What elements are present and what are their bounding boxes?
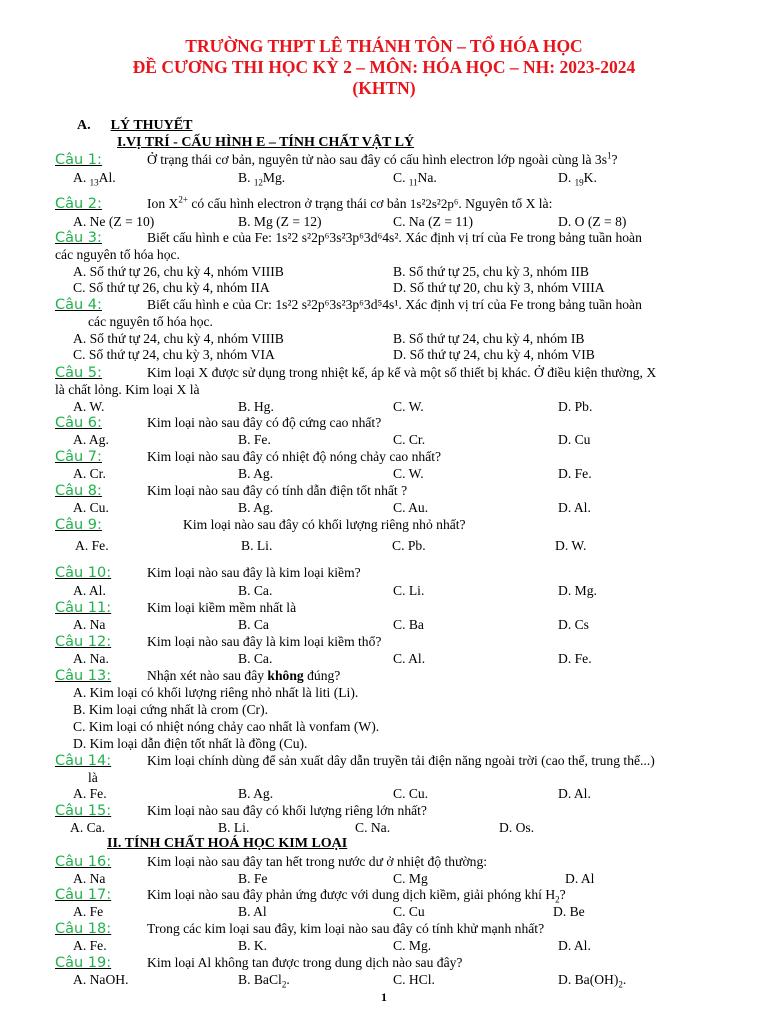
question-text: Trong các kim loại sau đây, kim loại nào sau đây có tính khử mạnh nhất? — [147, 921, 545, 936]
question-number: Câu 14: — [55, 753, 112, 769]
option-d: D. $_{19}$K. — [558, 170, 597, 188]
option-d: D. Al — [565, 871, 595, 886]
section-2-heading: II. TÍNH CHẤT HOÁ HỌC KIM LOẠI — [107, 836, 348, 851]
option-a: A. Cr. — [73, 466, 106, 481]
options-row — [0, 330, 768, 347]
options-row — [0, 537, 768, 554]
option-c: C. Cu — [393, 904, 425, 919]
option-b: B. Fe. — [238, 432, 271, 447]
option-d: D. Os. — [499, 820, 535, 835]
question-9 — [55, 516, 732, 534]
question-text: Ion X — [147, 196, 179, 211]
question-text-continued: là — [88, 770, 98, 785]
options-row — [0, 169, 768, 186]
option-c: C. Mg. — [393, 938, 432, 953]
options-row — [0, 903, 768, 920]
option-a: A. Số thứ tự 26, chu kỳ 4, nhóm VIIIB — [73, 264, 284, 279]
option-c: C. Số thứ tự 24, chu kỳ 3, nhóm VIA — [73, 347, 275, 362]
option-a: A. Fe. — [73, 938, 107, 953]
option-b: B. Ag. — [238, 786, 274, 801]
question-11 — [55, 599, 732, 617]
option-d: D. Fe. — [558, 466, 592, 481]
question-text-continued: là chất lỏng. Kim loại X là — [55, 382, 200, 397]
option-b: B. $_{12}$Mg. — [238, 170, 286, 188]
question-6 — [55, 414, 732, 432]
option-d: D. Số thứ tự 20, chu kỳ 3, nhóm VIIIA — [393, 280, 605, 295]
question-text: Kim loại nào sau đây phản ứng được với dung dịch kiềm, giải phóng khí H — [147, 887, 556, 902]
option-b: B. Kim loại cứng nhất là crom (Cr). — [73, 702, 268, 717]
question-text-mid: có cấu hình electron ở trạng thái cơ bản — [187, 196, 407, 211]
question-15 — [55, 802, 732, 820]
section-a-title: LÝ THUYẾT — [110, 118, 193, 133]
question-text: Biết cấu hình e của Fe: 1s²2 s²2p⁶3s²3p⁶3d⁶4s². Xác định vị trí của Fe trong bảng tuần hoàn — [147, 230, 642, 245]
section-a-letter: A. — [77, 118, 91, 133]
option-c: C. W. — [393, 466, 424, 481]
question-text: Kim loại nào sau đây là kim loại kiềm? — [147, 565, 361, 580]
question-5 — [55, 364, 732, 382]
option-b: B. Ag. — [238, 466, 274, 481]
question-text-end: . Nguyên tố X là: — [458, 196, 553, 211]
option-c: C. W. — [393, 399, 424, 414]
option-b: B. K. — [238, 938, 268, 953]
question-number: Câu 15: — [55, 803, 112, 819]
option-b: B. Ca — [238, 617, 269, 632]
question-text: Kim loại nào sau đây tan hết trong nước dư ở nhiệt độ thường: — [147, 854, 488, 869]
option-a: A. $_{13}$Al. — [73, 170, 116, 188]
page-number: 1 — [381, 990, 387, 1004]
option-d: D. Al. — [558, 938, 591, 953]
options-row — [0, 213, 768, 230]
question-text: Kim loại nào sau đây có tính dẫn điện tốt nhất ? — [147, 483, 408, 498]
question-text: Kim loại nào sau đây có độ cứng cao nhất? — [147, 415, 382, 430]
question-number: Câu 3: — [55, 230, 102, 246]
question-number: Câu 9: — [55, 517, 102, 533]
options-row — [0, 431, 768, 448]
option-c: C. $_{11}$Na. — [393, 170, 437, 188]
question-number: Câu 11: — [55, 600, 112, 616]
option-c: C. Mg — [393, 871, 428, 886]
option-a: A. Fe — [73, 904, 104, 919]
option-c: C. Cu. — [393, 786, 429, 801]
question-number: Câu 7: — [55, 449, 102, 465]
options-row — [0, 582, 768, 599]
option-d: D. Al. — [558, 500, 591, 515]
question-text: Kim loại nào sau đây có khối lượng riêng lớn nhất? — [147, 803, 427, 818]
options-row — [0, 650, 768, 667]
option-a: A. W. — [73, 399, 105, 414]
option-a: A. Fe. — [75, 538, 109, 553]
options-row — [0, 937, 768, 954]
question-13 — [55, 667, 732, 685]
option-c: C. Pb. — [392, 538, 426, 553]
option-d: D. Pb. — [558, 399, 593, 414]
question-4 — [55, 296, 732, 314]
question-12 — [55, 633, 732, 651]
question-text: Kim loại nào sau đây có khối lượng riêng nhỏ nhất? — [183, 517, 466, 532]
option-a: A. Ne (Z = 10) — [73, 214, 155, 229]
question-text: Biết cấu hình e của Cr: 1s²2 s²2p⁶3s²3p⁶3d⁵4s¹. Xác định vị trí của Fe trong bảng tuần hoàn — [147, 297, 642, 312]
question-number: Câu 13: — [55, 668, 112, 684]
option-a: A. Na — [73, 617, 106, 632]
question-17 — [55, 886, 732, 904]
option-b: B. Số thứ tự 25, chu kỳ 3, nhóm IIB — [393, 264, 589, 279]
section-a-heading — [77, 118, 192, 134]
option-b: B. Mg (Z = 12) — [238, 214, 322, 229]
option-c: C. Li. — [393, 583, 425, 598]
question-19 — [55, 954, 732, 972]
option-b: B. Ag. — [238, 500, 274, 515]
school-title: TRƯỜNG THPT LÊ THÁNH TÔN – TỔ HÓA HỌC — [185, 36, 583, 56]
option-b: B. Al — [238, 904, 267, 919]
question-number: Câu 18: — [55, 921, 112, 937]
option-c: C. Au. — [393, 500, 429, 515]
question-7 — [55, 448, 732, 466]
options-row — [0, 616, 768, 633]
question-text-end: ? — [559, 887, 566, 902]
options-row — [0, 819, 768, 836]
option-c: C. HCl. — [393, 972, 435, 987]
option-d: D. Al. — [558, 786, 591, 801]
option-d: D. W. — [555, 538, 587, 553]
question-8 — [55, 482, 732, 500]
option-d: D. Cs — [558, 617, 589, 632]
option-c: C. Cr. — [393, 432, 426, 447]
subscript: 2 — [555, 894, 560, 905]
question-2 — [55, 195, 732, 213]
options-row — [0, 279, 768, 296]
option-c: C. Al. — [393, 651, 426, 666]
question-text-end: ? — [611, 152, 618, 167]
option-c: C. Kim loại có nhiệt nóng chảy cao nhất là vonfam (W). — [73, 719, 380, 734]
option-a: A. NaOH. — [73, 972, 129, 987]
exam-title: ĐỀ CƯƠNG THI HỌC KỲ 2 – MÔN: HÓA HỌC – NH: 2023-2024 — [132, 57, 636, 77]
question-text: Kim loại nào sau đây là kim loại kiềm thổ? — [147, 634, 382, 649]
question-number: Câu 12: — [55, 634, 112, 650]
question-number: Câu 5: — [55, 365, 102, 381]
question-text-end: đúng? — [303, 668, 341, 683]
question-text: Kim loại nào sau đây có nhiệt độ nóng chảy cao nhất? — [147, 449, 442, 464]
options-row — [0, 785, 768, 802]
question-14 — [55, 752, 732, 770]
question-text-continued: các nguyên tố hóa học. — [88, 314, 213, 329]
option-d: D. $Ba(OH)_2$. — [558, 972, 627, 990]
option-c: C. Ba — [393, 617, 424, 632]
options-row — [0, 346, 768, 363]
section-1-heading: I.VỊ TRÍ - CẤU HÌNH E – TÍNH CHẤT VẬT LÝ — [117, 135, 415, 150]
option-a: A. Ca. — [70, 820, 106, 835]
option-a: A. Na — [73, 871, 106, 886]
option-b: B. Li. — [241, 538, 273, 553]
option-d: D. Cu — [558, 432, 591, 447]
question-number: Câu 8: — [55, 483, 102, 499]
option-b: B. Li. — [218, 820, 250, 835]
question-3 — [55, 229, 732, 247]
question-number: Câu 17: — [55, 887, 112, 903]
question-number: Câu 1: — [55, 152, 102, 168]
question-number: Câu 10: — [55, 565, 112, 581]
option-a: A. Kim loại có khối lượng riêng nhỏ nhất là liti (Li). — [73, 685, 359, 700]
options-row — [0, 465, 768, 482]
question-text: Ở trạng thái cơ bản, nguyên tử nào sau đây có cấu hình electron lớp ngoài cùng là 3s — [147, 152, 608, 167]
option-a: A. Na. — [73, 651, 109, 666]
option-c: C. Na (Z = 11) — [393, 214, 474, 229]
superscript: 1 — [607, 150, 612, 161]
question-number: Câu 16: — [55, 854, 112, 870]
option-a: A. Fe. — [73, 786, 107, 801]
option-d: D. Be — [553, 904, 585, 919]
option-a: A. Số thứ tự 24, chu kỳ 4, nhóm VIIIB — [73, 331, 284, 346]
option-a: A. Ag. — [73, 432, 109, 447]
question-18 — [55, 920, 732, 938]
options-row — [0, 398, 768, 415]
option-b: B. Số thứ tự 24, chu kỳ 4, nhóm IB — [393, 331, 585, 346]
option-a: A. Al. — [73, 583, 106, 598]
option-b: B. Hg. — [238, 399, 274, 414]
question-text: Kim loại kiềm mềm nhất là — [147, 600, 297, 615]
option-b: B. Fe — [238, 871, 268, 886]
question-1 — [55, 151, 732, 169]
options-row — [0, 870, 768, 887]
question-number: Câu 2: — [55, 196, 102, 212]
option-d: D. Fe. — [558, 651, 592, 666]
question-text: Kim loại chính dùng để sản xuất dây dẫn truyền tải điện năng ngoài trời (cao thế, trung thế...) — [147, 753, 655, 768]
option-d: D. Kim loại dẫn điện tốt nhất là đồng (Cu). — [73, 736, 308, 751]
option-b: B. BaCl$_2$. — [238, 972, 290, 990]
question-text: Nhận xét nào sau đây — [147, 668, 268, 683]
question-number: Câu 19: — [55, 955, 112, 971]
question-number: Câu 6: — [55, 415, 102, 431]
question-text: Kim loại Al không tan được trong dung dịch nào sau đây? — [147, 955, 463, 970]
options-row — [0, 499, 768, 516]
option-b: B. Ca. — [238, 583, 273, 598]
option-c: C. Số thứ tự 26, chu kỳ 4, nhóm IIA — [73, 280, 270, 295]
question-text: Kim loại X được sử dụng trong nhiệt kế, áp kế và một số thiết bị khác. Ở điều kiện thường, X — [147, 365, 657, 380]
option-c: C. Na. — [355, 820, 391, 835]
option-b: B. Ca. — [238, 651, 273, 666]
question-text-continued: các nguyên tố hóa học. — [55, 247, 180, 262]
emphasis-text: không — [267, 668, 304, 683]
question-16 — [55, 853, 732, 871]
exam-subtitle: (KHTN) — [352, 78, 416, 98]
question-10 — [55, 564, 732, 582]
options-row — [0, 971, 768, 988]
electron-configuration: 1s²2s²2p⁶ — [409, 196, 459, 211]
question-number: Câu 4: — [55, 297, 102, 313]
superscript: 2+ — [178, 194, 188, 205]
option-d: D. O (Z = 8) — [558, 214, 627, 229]
option-d: D. Mg. — [558, 583, 597, 598]
option-a: A. Cu. — [73, 500, 109, 515]
options-row — [0, 263, 768, 280]
option-d: D. Số thứ tự 24, chu kỳ 4, nhóm VIB — [393, 347, 595, 362]
